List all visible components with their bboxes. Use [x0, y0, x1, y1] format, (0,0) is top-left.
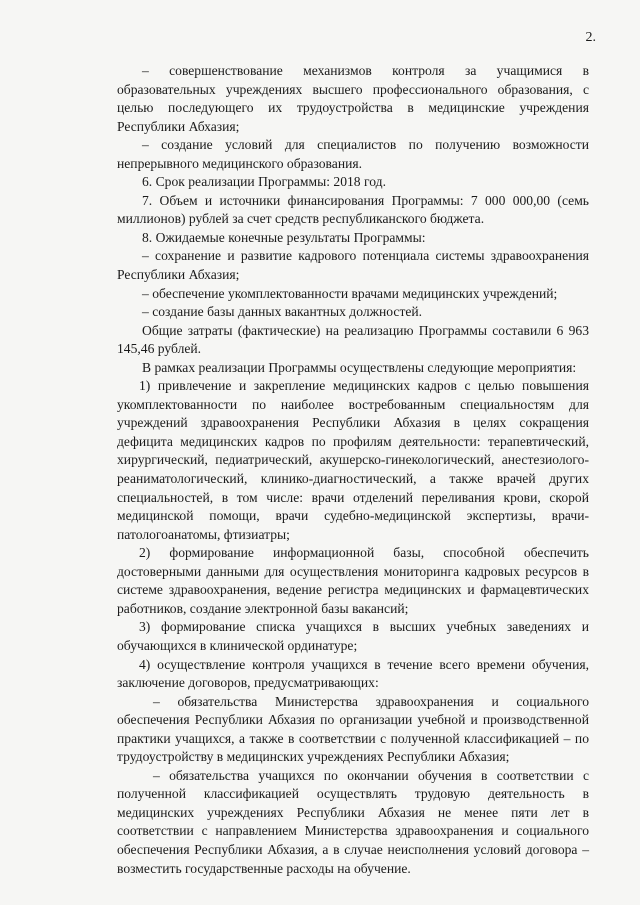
paragraph: – создание базы данных вакантных должностей.	[142, 304, 423, 320]
list-item: 2) формирование информационной базы, способной обеспечить достоверными данными для осуществления мониторинга кадровых ресурсов в системе здравоохранения, ведение регистра медицинских и фармацевтических работников, создание электронной базы вакансий;	[117, 545, 589, 616]
paragraph: – создание условий для специалистов по получению возможности непрерывного медицинского образования.	[117, 137, 589, 171]
paragraph: Общие затраты (фактические) на реализацию Программы составили 6 963 145,46 рублей.	[117, 322, 589, 357]
paragraph: 6. Срок реализации Программы: 2018 год.	[142, 174, 386, 190]
list-item: – обязательства Министерства здравоохранения и социального обеспечения Республики Абхазия по организации учебной и производственной практики учащихся, а также в соответствии с полученной классификацией – по трудоустройству в медицинских учреждениях Республики Абхазия;	[117, 693, 589, 765]
list-item: 1) привлечение и закрепление медицинских кадров с целью повышения укомплектованности по наиболее востребованным специальностям для учреждений здравоохранения Республики Абхазия в целях сокращения дефицита медицинских кадров по профилям деятельности: терапевтический, хирургический, педиатрический, акушерско-гинекологический, анестезиолого-реаниматологический, клинико-диагностический, а также врачей других специальностей, в том числе: врачи отделений переливания крови, скорой медицинской помощи, врачи судебно-медицинской экспертизы, врачи-патологоанатомы, фтизиатры;	[117, 378, 589, 542]
list-item: – обязательства учащихся по окончании обучения в соответствии с полученной классификацией осуществлять трудовую деятельность в медицинских учреждениях Республики Абхазия не менее пяти лет в соответствии с направлением Министерства здравоохранения и социального обеспечения Республики Абхазия, а в случае неисполнения условий договора – возместить государственные расходы на обучение.	[117, 767, 589, 876]
paragraph: – совершенствование механизмов контроля за учащимися в образовательных учреждениях высшего профессионального образования, с целью последующего их трудоустройства в медицинские учреждения Республики Абхазия;	[117, 63, 589, 134]
document-body	[117, 62, 589, 878]
paragraph: В рамках реализации Программы осуществлены следующие мероприятия:	[142, 359, 577, 375]
paragraph: 7. Объем и источники финансирования Программы: 7 000 000,00 (семь миллионов) рублей за счет средств республиканского бюджета.	[117, 192, 589, 227]
paragraph: 8. Ожидаемые конечные результаты Программы:	[142, 229, 426, 245]
list-item: 3) формирование списка учащихся в высших учебных заведениях и обучающихся в клинической ординатуре;	[117, 619, 589, 653]
list-item: 4) осуществление контроля учащихся в течение всего времени обучения, заключение договоров, предусматривающих:	[117, 656, 589, 691]
page-number: 2.	[585, 30, 596, 45]
paragraph: – обеспечение укомплектованности врачами медицинских учреждений;	[142, 285, 558, 301]
paragraph: – сохранение и развитие кадрового потенциала системы здравоохранения Республики Абхазия;	[117, 248, 589, 283]
